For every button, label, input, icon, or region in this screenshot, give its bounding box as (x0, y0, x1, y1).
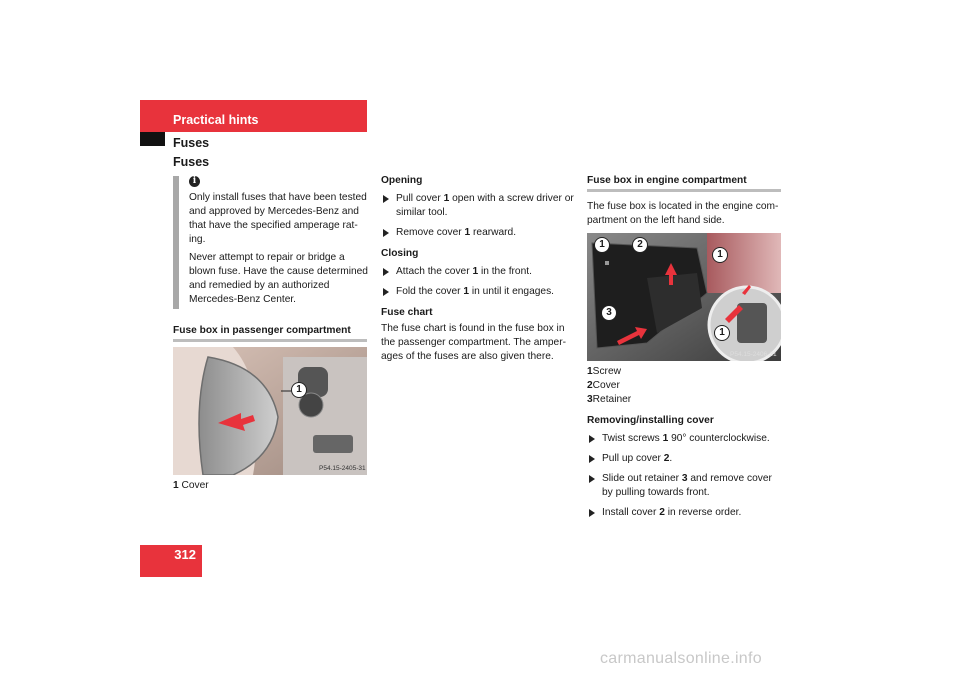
fuse-chart-title: Fuse chart (381, 307, 433, 318)
opening-step (381, 192, 577, 220)
legend-label: Cover (181, 480, 209, 491)
watermark[interactable]: carmanualsonline.info (600, 650, 762, 667)
legend-number: 2 (587, 380, 593, 391)
legend-item (587, 365, 781, 379)
section-marker (140, 132, 165, 146)
chapter-header-band (140, 100, 367, 132)
legend-label: Screw (592, 366, 621, 377)
removing-step (587, 472, 781, 500)
step-number: 1 (472, 266, 479, 277)
callout-2: 2 (632, 237, 648, 253)
legend-number: 1 (587, 366, 593, 377)
engine-heading: Fuse box in engine compartment (587, 175, 747, 186)
closing-step (381, 285, 577, 299)
step-number: 1 (443, 193, 450, 204)
heading-rule (173, 339, 367, 342)
opening-step (381, 226, 577, 240)
step-text: Install cover (602, 507, 660, 518)
step-text: open with a screw driver or similar tool. (396, 193, 574, 218)
engine-section (587, 175, 781, 520)
step-number: 1 (464, 227, 471, 238)
legend-label: Retainer (592, 394, 632, 405)
closing-step (381, 265, 577, 279)
passenger-legend (173, 479, 367, 493)
page-title: Fuses (173, 155, 210, 169)
legend-label: Cover (592, 380, 620, 391)
step-number: 3 (681, 473, 688, 484)
heading-rule (587, 189, 781, 192)
step-text: in reverse order. (664, 507, 742, 518)
callout-1: 1 (712, 247, 728, 263)
engine-legend (587, 365, 781, 407)
chapter-title: Practical hints (173, 113, 259, 127)
step-text: Attach the cover (396, 266, 473, 277)
passenger-heading: Fuse box in passenger compartment (173, 325, 351, 336)
engine-intro: The fuse box is located in the engine com-partment on the left hand side. (587, 201, 779, 226)
page-number-tab (140, 545, 202, 577)
callout-3: 3 (601, 305, 617, 321)
removing-step (587, 452, 781, 466)
callout-1: 1 (714, 325, 730, 341)
step-text: Pull cover (396, 193, 444, 204)
fuse-chart-text: The fuse chart is found in the fuse box in the passenger compartment. The amper-ages of the fuses are also given there. (381, 323, 566, 362)
info-icon: i (189, 176, 200, 187)
image-code: P54.15-2406-31 (730, 351, 777, 358)
opening-title: Opening (381, 175, 423, 186)
step-text: Fold the cover (396, 286, 464, 297)
note-bar (173, 176, 179, 309)
engine-fuse-box-photo (587, 233, 781, 361)
step-text: Slide out retainer (602, 473, 682, 484)
step-text: rearward. (470, 227, 517, 238)
passenger-photo-illustration (173, 347, 367, 475)
removing-title: Removing/installing cover (587, 415, 714, 426)
step-text: Remove cover (396, 227, 465, 238)
page-number: 312 (174, 547, 196, 562)
step-text: and remove cover by pulling towards front. (602, 473, 772, 498)
note-paragraph: Only install fuses that have been tested and approved by Mercedes-Benz and that have the specified amperage rat-ing. (189, 192, 367, 245)
legend-item (587, 393, 781, 407)
legend-number: 1 (173, 480, 179, 491)
callout-1: 1 (594, 237, 610, 253)
step-text: in the front. (478, 266, 532, 277)
passenger-section (173, 325, 367, 493)
step-text: Twist screws (602, 433, 663, 444)
callout-1: 1 (291, 382, 307, 398)
removing-step (587, 506, 781, 520)
removing-step (587, 432, 781, 446)
legend-item (587, 379, 781, 393)
section-header: Fuses (173, 136, 210, 150)
image-code: P54.15-2405-31 (319, 465, 366, 472)
step-number: 1 (463, 286, 470, 297)
engine-photo-illustration (587, 233, 781, 361)
step-number: 1 (662, 433, 669, 444)
note-paragraph: Never attempt to repair or bridge a blown fuse. Have the cause determined and remedied by an authorized Mercedes-Benz Center. (189, 252, 368, 305)
legend-number: 3 (587, 394, 593, 405)
step-text: . (669, 453, 673, 464)
step-text: 90° counterclockwise. (668, 433, 770, 444)
closing-title: Closing (381, 248, 419, 259)
step-number: 2 (659, 507, 665, 518)
passenger-fuse-cover-photo (173, 347, 367, 475)
step-number: 2 (663, 453, 670, 464)
middle-column (381, 175, 577, 364)
step-text: Pull up cover (602, 453, 664, 464)
step-text: in until it engages. (469, 286, 555, 297)
